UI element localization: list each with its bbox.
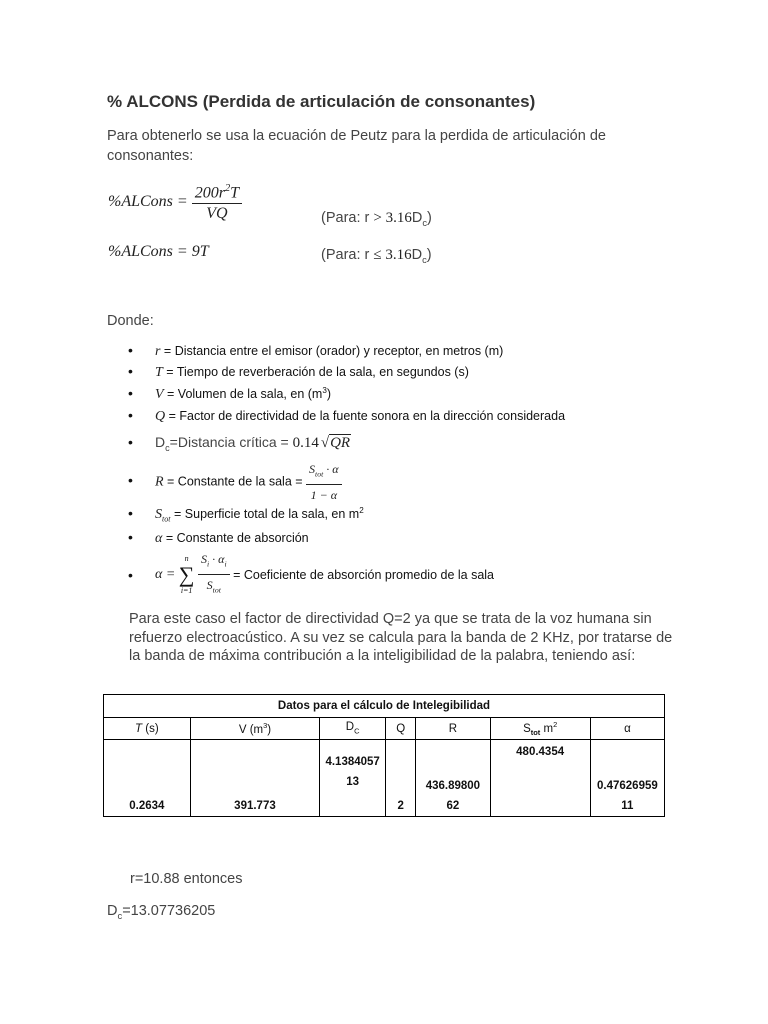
page-title: % ALCONS (Perdida de articulación de consonantes): [107, 92, 536, 111]
sigma-icon: ∑: [178, 561, 195, 587]
bullet-icon: •: [128, 566, 133, 583]
bullet-icon: •: [128, 407, 133, 423]
formula-alcons-1: [108, 180, 242, 223]
sym-r: r: [155, 344, 161, 359]
sym-dc: D: [155, 434, 166, 450]
col-header-t: T (s): [104, 718, 191, 740]
cond2-close: ): [426, 247, 432, 263]
cell-q: 2: [386, 740, 416, 817]
col-header-alpha: α: [590, 718, 664, 740]
def-dc-coef: 0.14: [292, 435, 319, 451]
def-v-close: ): [326, 387, 332, 401]
cell-t: 0.2634: [104, 740, 191, 817]
formula1-den: VQ: [206, 205, 228, 223]
sym-q: Q: [155, 409, 166, 424]
def-stot: = Superficie total de la sala, en m: [170, 507, 360, 521]
room-r-num-sub: tot: [315, 469, 324, 479]
donde-label: Donde:: [107, 313, 154, 329]
room-r-num: S: [309, 462, 316, 476]
col-header-r: R: [416, 718, 490, 740]
sym-v: V: [155, 387, 164, 402]
sigma-lower: i=1: [180, 585, 193, 595]
formula1-fraction: [192, 180, 242, 223]
def-v-exp: 3: [322, 385, 327, 395]
list-item-q: [128, 407, 565, 425]
cell-stot: 480.4354: [490, 740, 590, 817]
data-table: [103, 694, 665, 817]
bullet-icon: •: [128, 434, 133, 450]
sym-alpha: α: [155, 531, 163, 546]
bullet-icon: •: [128, 529, 133, 545]
list-item-alpha-mean: [128, 550, 494, 594]
context-line-1: Para este caso el factor de directividad Q=2 ya que se trata de la voz humana sin: [129, 611, 652, 627]
cond2-sub: c: [422, 253, 427, 265]
formula-alcons-2: %ALCons = 9T: [108, 243, 209, 260]
list-item-room-constant: [128, 460, 342, 504]
formula1-lhs: %ALCons =: [108, 192, 188, 210]
sigma-upper: n: [184, 553, 189, 563]
cond1-suffix: D: [411, 210, 423, 226]
bullet-icon: •: [128, 342, 133, 358]
cell-alpha: 0.47626959 11: [590, 740, 664, 817]
cond1-sub: c: [422, 216, 428, 228]
def-dc-root: QR: [330, 435, 351, 451]
alpha-mean-fraction: [198, 550, 230, 600]
cond2-suffix: D: [411, 247, 423, 263]
col-header-q: Q: [386, 718, 416, 740]
sym-room-r: R: [155, 474, 164, 490]
formula1-num-tail: T: [230, 184, 240, 202]
def-alpha-mean: = Coeficiente de absorción promedio de la sala: [229, 567, 495, 582]
result-r: r=10.88 entonces: [130, 871, 243, 887]
table-header-row: [104, 718, 665, 740]
alpha-mean-den: S: [206, 578, 213, 593]
result-dc: [107, 901, 215, 926]
list-item-t: [128, 363, 469, 381]
cond2-prefix: (Para: r: [321, 247, 370, 263]
sigma-block: [179, 554, 195, 596]
intro-line-2: consonantes:: [107, 148, 194, 164]
cond1-prefix: (Para: r: [321, 210, 370, 226]
def-dc: =Distancia crítica =: [169, 434, 293, 450]
def-room-r: = Constante de la sala =: [163, 474, 307, 489]
room-r-den: 1 − α: [310, 488, 337, 503]
table-title: Datos para el cálculo de Intelegibilidad: [104, 695, 665, 718]
room-r-num-tail: · α: [323, 462, 339, 476]
def-t: = Tiempo de reverberación de la sala, en segundos (s): [162, 365, 469, 379]
cond1-close: ): [427, 210, 432, 226]
bullet-icon: •: [128, 472, 133, 489]
list-item-alpha: [128, 529, 309, 547]
sym-stot-sub: tot: [162, 514, 171, 524]
col-header-dc: $D_C$: [320, 718, 386, 740]
intro-line-1: Para obtenerlo se usa la ecuación de Peutz para la perdida de articulación de: [107, 128, 606, 144]
sym-alpha-mean: α =: [155, 566, 176, 582]
context-line-2: refuerzo electroacústico. A su vez se calcula para la banda de 2 KHz, por tratarse de: [129, 629, 673, 646]
sqrt-icon: √: [320, 435, 330, 451]
bullet-icon: •: [128, 363, 133, 379]
def-alpha: = Constante de absorción: [162, 531, 309, 545]
alpha-mean-num-tail-sub: i: [224, 559, 227, 569]
alpha-mean-num-sub: i: [206, 559, 210, 569]
col-header-stot: $S_{tot}$ $m^2$: [490, 718, 590, 740]
def-r: = Distancia entre el emisor (orador) y receptor, en metros (m): [160, 344, 504, 358]
def-stot-exp: 2: [359, 505, 364, 515]
result-dc-sub: c: [117, 909, 123, 921]
alpha-mean-num: S: [200, 552, 207, 566]
sym-stot: S: [155, 507, 162, 522]
cond1-op: > 3.16: [373, 210, 412, 226]
list-item-v: [128, 385, 331, 403]
col-header-v: V $(m^3)$: [190, 718, 320, 740]
table-row: [104, 740, 665, 817]
list-item-stot: [128, 505, 364, 524]
room-r-fraction: [306, 460, 342, 504]
bullet-icon: •: [128, 505, 133, 521]
cond2-op: ≤ 3.16: [373, 247, 412, 263]
formula1-num: 200r: [194, 184, 225, 202]
cell-r: 436.89800 62: [416, 740, 490, 817]
result-dc-value: =13.07736205: [122, 903, 216, 919]
cell-dc: 4.1384057 13: [320, 740, 386, 817]
result-dc-d: D: [107, 903, 118, 919]
context-line-3: la banda de máxima contribución a la inteligibilidad de la palabra, teniendo así:: [129, 648, 636, 664]
cell-v: 391.773: [190, 740, 320, 817]
bullet-icon: •: [128, 385, 133, 401]
sym-t: T: [155, 365, 163, 380]
list-item-dc: [128, 434, 351, 453]
condition-2: [321, 245, 432, 270]
def-q: = Factor de directividad de la fuente sonora en la dirección considerada: [165, 409, 566, 423]
alpha-mean-num-tail: · α: [209, 552, 225, 566]
context-paragraph: [129, 610, 759, 666]
condition-1: [321, 208, 432, 233]
intro-paragraph: [107, 126, 727, 166]
sym-dc-sub: c: [165, 442, 170, 453]
formula1-num-exp: 2: [224, 183, 231, 194]
def-v: = Volumen de la sala, en (m: [163, 387, 323, 401]
alpha-mean-den-sub: tot: [212, 585, 221, 595]
list-item-r: [128, 342, 503, 360]
